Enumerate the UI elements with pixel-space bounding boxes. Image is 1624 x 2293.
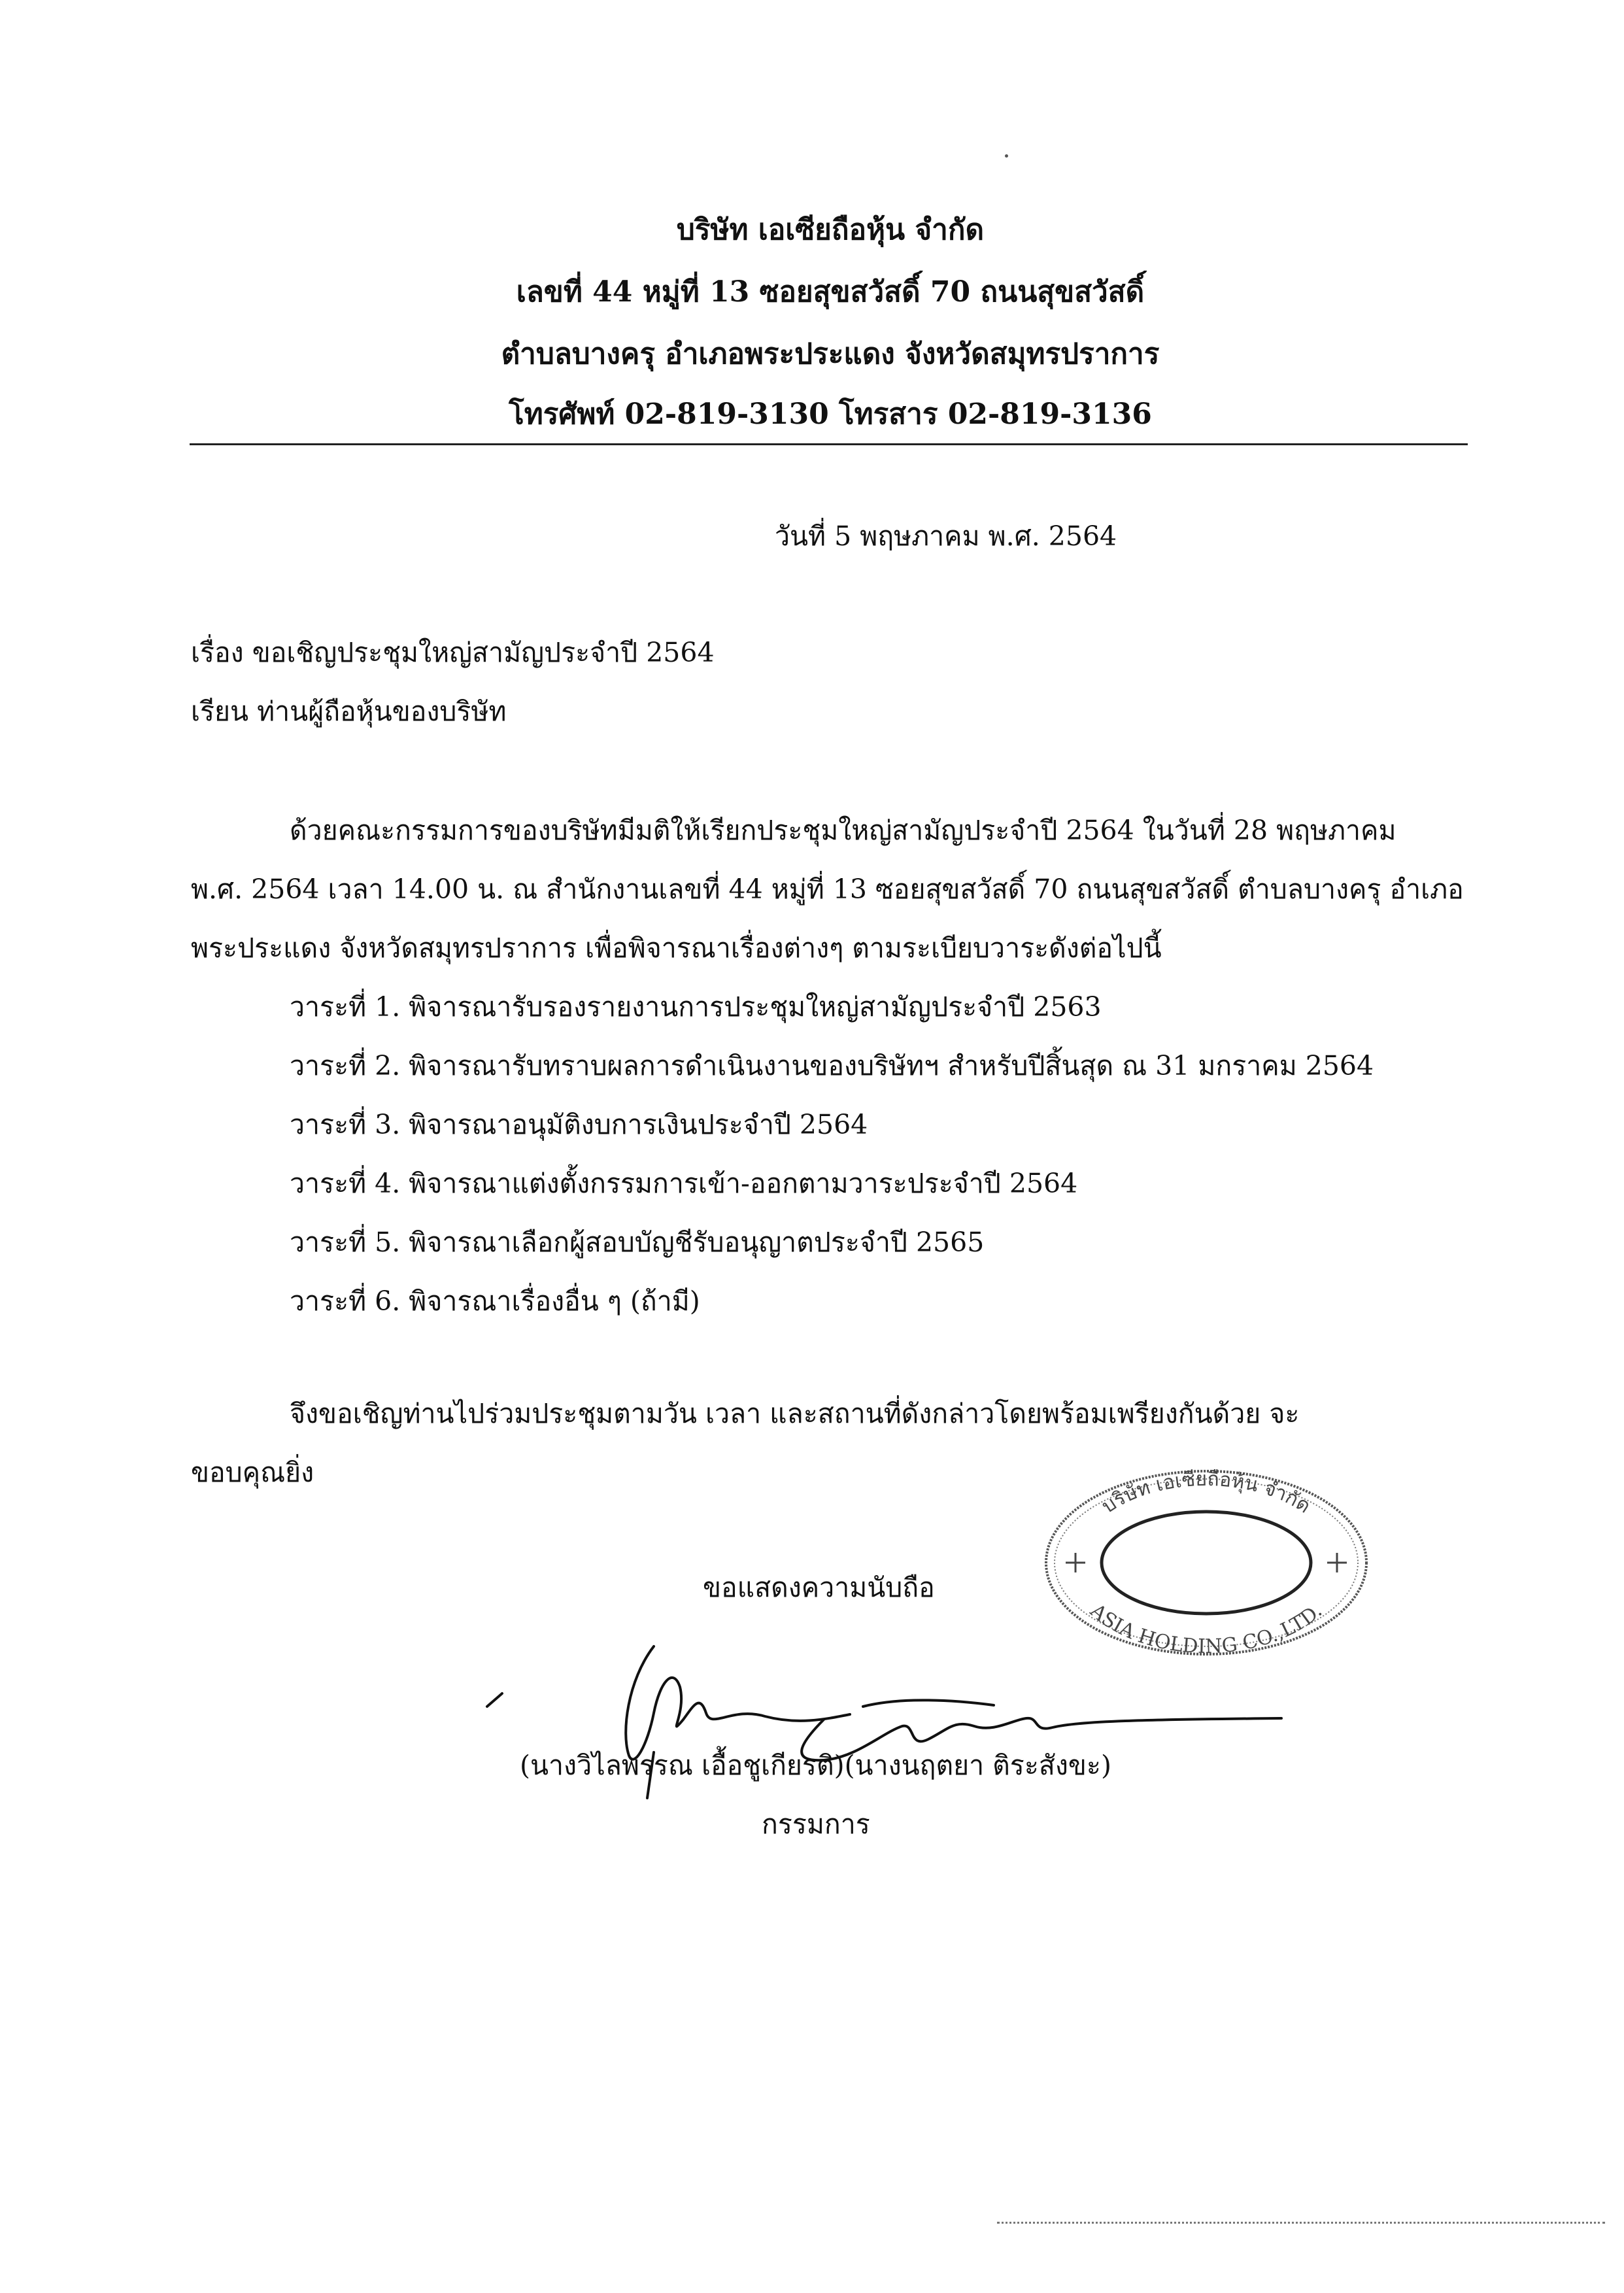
agenda-item-4: วาระที่ 4. พิจารณาแต่งตั้งกรรมการเข้า-ออกตามวาระประจำปี 2564 [290,1168,1078,1199]
agenda-item-3: วาระที่ 3. พิจารณาอนุมัติงบการเงินประจำปี 2564 [290,1109,868,1140]
footer-dotted-line [997,2222,1605,2224]
company-address-line1: เลขที่ 44 หมู่ที่ 13 ซอยสุขสวัสดิ์ 70 ถนนสุขสวัสดิ์ [516,275,1145,309]
closing-regards: ขอแสดงความนับถือ [703,1572,935,1603]
signature-tick-mark [487,1693,502,1707]
signatory-names: (นางวิไลพรรณ เอื้อชูเกียรติ)(นางนฤตยา ติระสังขะ) [520,1750,1111,1781]
agenda-item-5: วาระที่ 5. พิจารณาเลือกผู้สอบบัญชีรับอนุญาตประจำปี 2565 [290,1227,985,1258]
signatory-title: กรรมการ [762,1809,870,1840]
body-line-1: ด้วยคณะกรรมการของบริษัทมีมติให้เรียกประชุมใหญ่สามัญประจำปี 2564 ในวันที่ 28 พฤษภาคม [290,815,1396,846]
seal-text-english: ASIA HOLDING CO.,LTD. [1085,1599,1327,1659]
seal-star-right-icon [1327,1553,1347,1572]
signature-second-stroke [863,1700,994,1707]
company-address-line2: ตำบลบางครุ อำเภอพระประแดง จังหวัดสมุทรปราการ [501,337,1160,371]
signatures [458,1641,1334,1811]
seal-star-left-icon [1066,1553,1085,1572]
closing-line-1: จึงขอเชิญท่านไปร่วมประชุมตามวัน เวลา และสถานที่ดังกล่าวโดยพร้อมเพรียงกันด้วย จะ [290,1398,1300,1429]
company-seal [1040,1465,1373,1661]
company-name: บริษัท เอเซียถือหุ้น จำกัด [676,213,985,246]
letter-date: วันที่ 5 พฤษภาคม พ.ศ. 2564 [775,520,1117,552]
signature-first [626,1646,850,1759]
scan-speck [1005,154,1008,158]
body-line-2: พ.ศ. 2564 เวลา 14.00 น. ณ สำนักงานเลขที่ 44 หมู่ที่ 13 ซอยสุขสวัสดิ์ 70 ถนนสุขสวัสดิ์ ตำบลบางครุ อำเภอ [191,874,1464,905]
agenda-item-6: วาระที่ 6. พิจารณาเรื่องอื่น ๆ (ถ้ามี) [290,1285,700,1317]
closing-line-2: ขอบคุณยิ่ง [191,1457,314,1488]
company-contact: โทรศัพท์ 02-819-3130 โทรสาร 02-819-3136 [509,398,1152,431]
letterhead-divider [190,443,1468,445]
seal-text-thai: บริษัท เอเซียถือหุ้น จำกัด [1098,1467,1315,1518]
letter-subject: เรื่อง ขอเชิญประชุมใหญ่สามัญประจำปี 2564 [191,637,715,668]
letter-recipient: เรียน ท่านผู้ถือหุ้นของบริษัท [191,696,507,727]
agenda-item-1: วาระที่ 1. พิจารณารับรองรายงานการประชุมใหญ่สามัญประจำปี 2563 [290,991,1102,1023]
agenda-item-2: วาระที่ 2. พิจารณารับทราบผลการดำเนินงานของบริษัทฯ สำหรับปีสิ้นสุด ณ 31 มกราคม 2564 [290,1050,1374,1081]
body-line-3: พระประแดง จังหวัดสมุทรปราการ เพื่อพิจารณาเรื่องต่างๆ ตามระเบียบวาระดังต่อไปนี้ [191,932,1162,964]
